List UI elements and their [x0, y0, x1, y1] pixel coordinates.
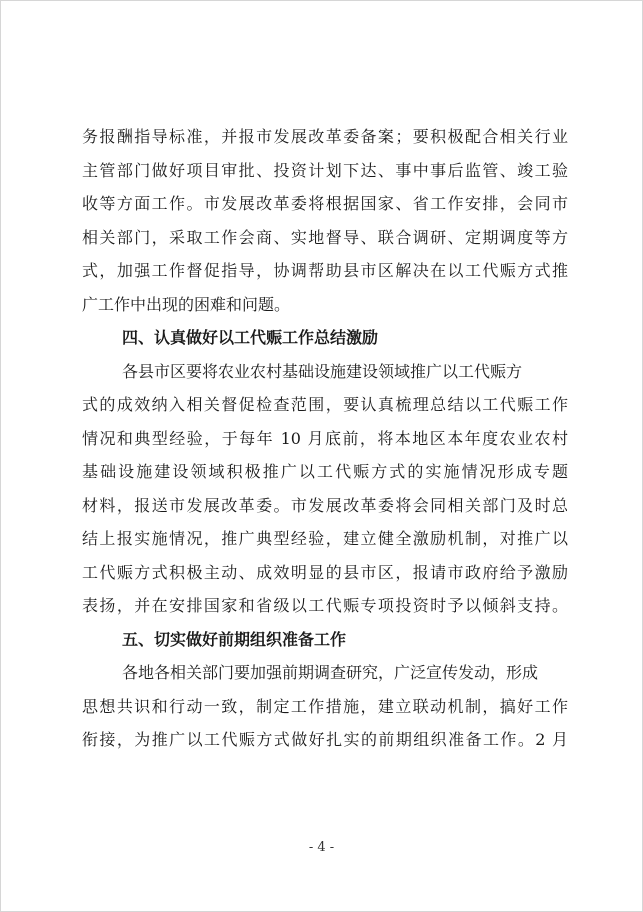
text-line: 思想共识和行动一致，制定工作措施，建立联动机制，搞好工作: [82, 696, 568, 716]
text-line: 广工作中出现的困难和问题。: [82, 294, 291, 314]
text-line: 式的成效纳入相关督促检查范围，要认真梳理总结以工代赈工作: [82, 395, 568, 414]
text-line: 情况和典型经验，于每年 10 月底前，将本地区本年度农业农村: [82, 428, 568, 448]
page-number: - 4 -: [308, 840, 335, 855]
text-line: 工代赈方式积极主动、成效明显的县市区，报请市政府给予激励: [82, 562, 568, 582]
text-line: 基础设施建设领域积极推广以工代赈方式的实施情况形成专题: [82, 462, 568, 481]
section-4-heading: 四、认真做好以工代赈工作总结激励: [122, 328, 379, 347]
text-line: 各县市区要将农业农村基础设施建设领域推广以工代赈方: [122, 361, 523, 381]
text-line: 材料，报送市发展改革委。市发展改革委将会同相关部门及时总: [82, 495, 568, 515]
text-line: 式，加强工作督促指导，协调帮助县市区解决在以工代赈方式推: [82, 261, 568, 280]
section-5-paragraph: [82, 656, 568, 757]
section-4-paragraph: [82, 355, 568, 623]
text-line: 主管部门做好项目审批、投资计划下达、事中事后监管、竣工验: [82, 160, 568, 180]
document-body: [82, 120, 568, 757]
text-line: 表扬，并在安排国家和省级以工代赈专项投资时予以倾斜支持。: [82, 596, 568, 615]
text-line: 各地各相关部门要加强前期调查研究，广泛宣传发动，形成: [122, 663, 539, 682]
section-5-heading: 五、切实做好前期组织准备工作: [122, 629, 347, 649]
text-line: 务报酬指导标准，并报市发展改革委备案；要积极配合相关行业: [82, 127, 568, 146]
text-line: 衔接，为推广以工代赈方式做好扎实的前期组织准备工作。2 月: [82, 730, 568, 749]
paragraph-continued: [82, 120, 568, 321]
text-line: 相关部门，采取工作会商、实地督导、联合调研、定期调度等方: [82, 227, 568, 247]
text-line: 结上报实施情况，推广典型经验，建立健全激励机制，对推广以: [82, 529, 568, 548]
text-line: 收等方面工作。市发展改革委将根据国家、省工作安排，会同市: [82, 194, 568, 213]
